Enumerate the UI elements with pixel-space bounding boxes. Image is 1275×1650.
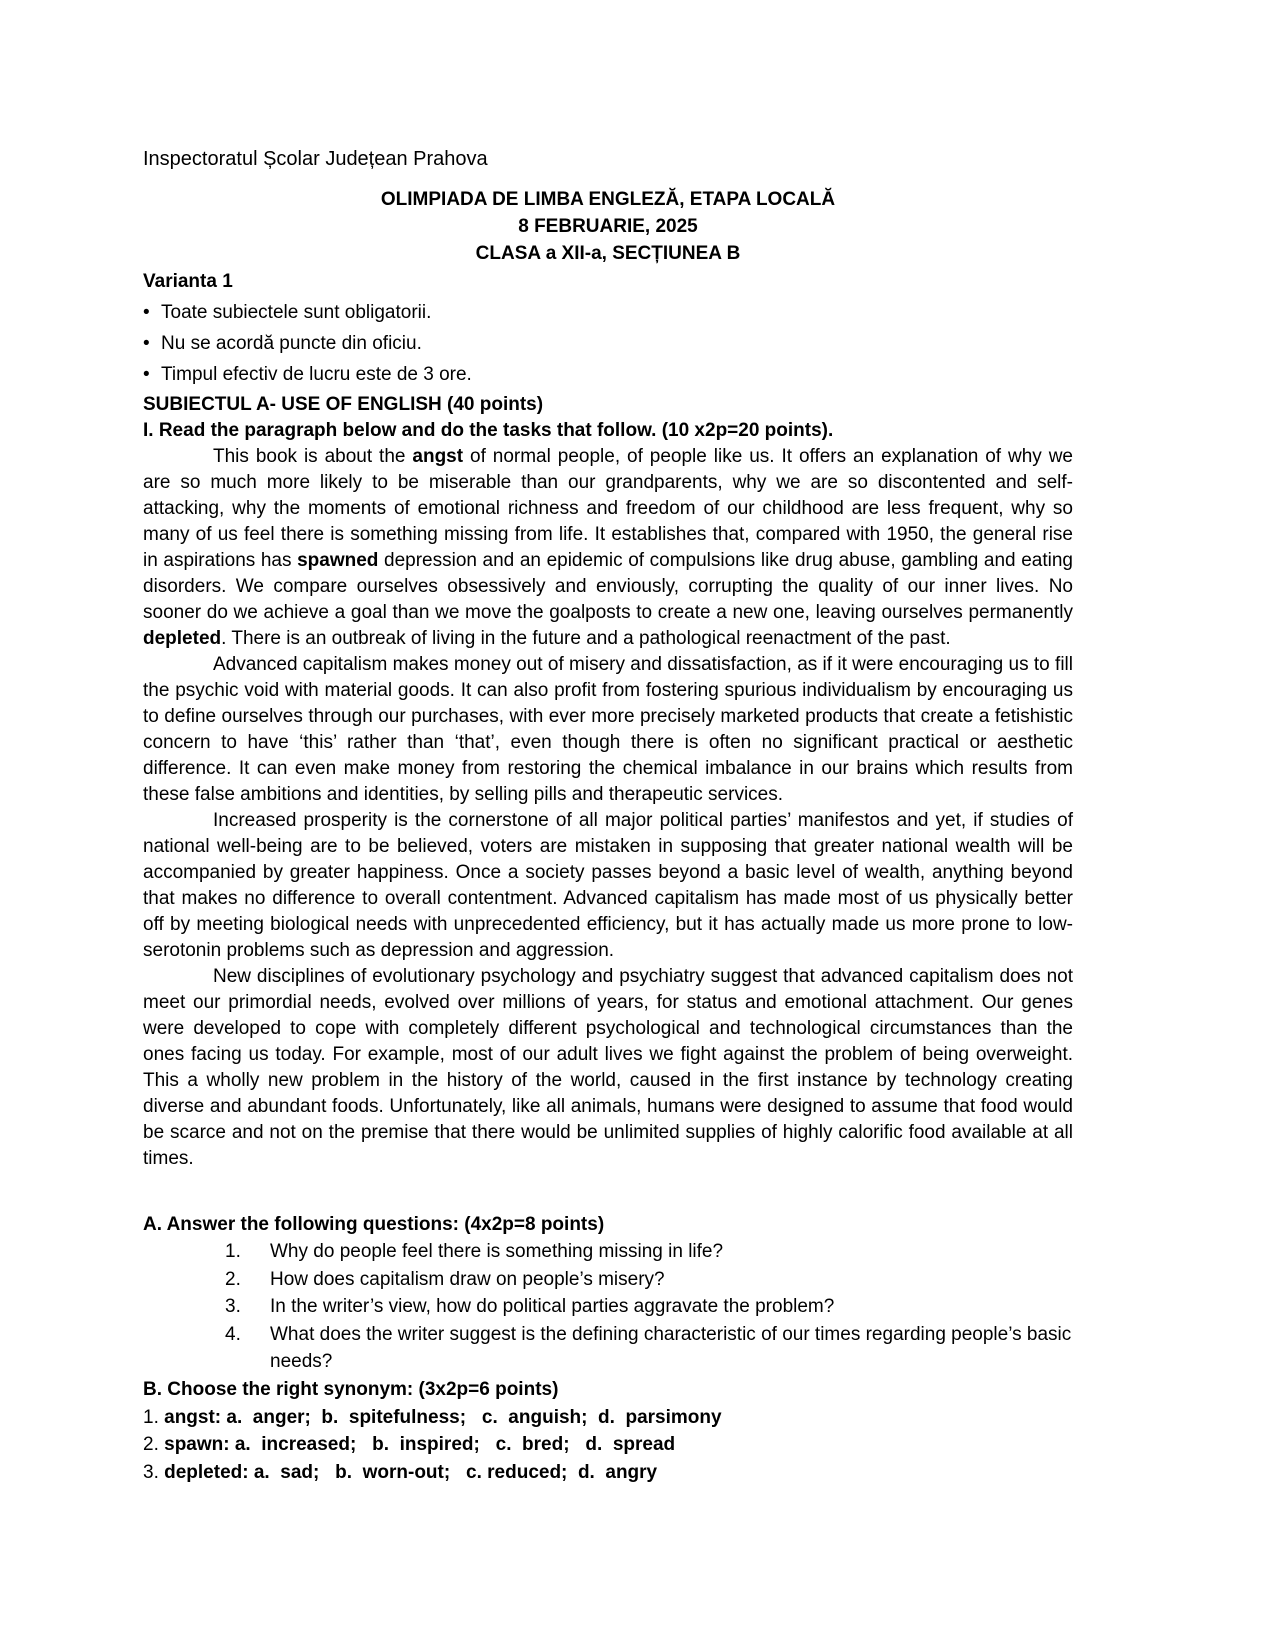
reading-paragraph-3: Increased prosperity is the cornerstone of all major political parties’ manifestos and yet, if studies of national well-being are to be believed, voters are mistaken in supposing that greater national wealth will be accompanied by greater happiness. Once a society passes beyond a basic level of wealth, anything beyond that makes no difference to overall contentment. Advanced capitalism has made most of us physically better off by meeting biological needs with unprecedented efficiency, but it has actually made us more prone to low-serotonin problems such as depression and aggression. — [143, 810, 1073, 961]
question-text: Why do people feel there is something missing in life? — [270, 1241, 724, 1262]
synonym-options: spawn: a. increased; b. inspired; c. bred; d. spread — [164, 1434, 676, 1455]
synonym-options: angst: a. anger; b. spitefulness; c. anguish; d. parsimony — [164, 1406, 722, 1428]
bullet-icon: • — [143, 302, 150, 323]
synonym-number: 1. — [143, 1406, 165, 1428]
question-text: What does the writer suggest is the defining characteristic of our times regarding people’s basic needs? — [270, 1323, 1072, 1372]
title-block — [143, 186, 1073, 267]
instruction-text: Timpul efectiv de lucru este de 3 ore. — [161, 364, 472, 385]
question-text: How does capitalism draw on people’s misery? — [270, 1268, 665, 1290]
question-text: In the writer’s view, how do political parties aggravate the problem? — [270, 1296, 835, 1317]
synonym-options: depleted: a. sad; b. worn-out; c. reduced; d. angry — [164, 1461, 658, 1483]
question-item — [143, 1293, 1073, 1321]
question-item — [143, 1266, 1073, 1294]
reading-paragraph-1: This book is about the angst of normal people, of people like us. It offers an explanation of why we are so much more likely to be miserable than our grandparents, why we are so discontented and self-attacking, why the moments of emotional richness and freedom of our childhood are less frequent, why so many of us feel there is something missing from life. It establishes that, compared with 1950, the general rise in aspirations has spawned depression and an epidemic of compulsions like drug abuse, gambling and eating disorders. We compare ourselves obsessively and enviously, corrupting the quality of our inner lives. No sooner do we achieve a goal than we move the goalposts to create a new one, leaving ourselves permanently depleted. There is an outbreak of living in the future and a pathological reenactment of the past. — [143, 446, 1073, 649]
exercise-a-heading: A. Answer the following questions: (4x2p=8 points) — [143, 1214, 605, 1235]
question-number: 2. — [225, 1268, 241, 1290]
question-number: 4. — [225, 1323, 241, 1345]
synonym-item — [143, 1431, 1073, 1459]
exercise-b-heading: B. Choose the right synonym: (3x2p=6 points) — [143, 1378, 559, 1400]
question-item — [143, 1238, 1073, 1266]
letterhead: Inspectoratul Școlar Județean Prahova — [143, 148, 488, 170]
synonym-item — [143, 1459, 1073, 1487]
title-line-olympiad: OLIMPIADA DE LIMBA ENGLEZĂ, ETAPA LOCALĂ — [380, 189, 836, 210]
subject-a-heading: SUBIECTUL A- USE OF ENGLISH (40 points) — [143, 394, 544, 415]
variant-label: Varianta 1 — [143, 271, 233, 292]
reading-paragraph-4: New disciplines of evolutionary psychology and psychiatry suggest that advanced capitalism does not meet our primordial needs, evolved over millions of years, for status and emotional attachment. Our genes were developed to cope with completely different psychological and technological circumstances than the ones facing us today. For example, most of our adult lives we fight against the problem of being overweight. This a wholly new problem in the history of the world, caused in the first instance by technology creating diverse and abundant foods. Unfortunately, like all animals, humans were designed to assume that food would be scarce and not on the premise that there would be unlimited supplies of highly calorific food available at all times. — [143, 966, 1073, 1169]
instruction-item — [143, 297, 1073, 328]
synonym-number: 3. — [143, 1461, 165, 1483]
instructions-list — [143, 297, 1073, 390]
task-1-heading: I. Read the paragraph below and do the tasks that follow. (10 x2p=20 points). — [143, 420, 834, 441]
bullet-icon: • — [143, 333, 150, 354]
question-number: 3. — [225, 1296, 241, 1317]
question-item — [143, 1321, 1073, 1376]
instruction-text: Toate subiectele sunt obligatorii. — [161, 302, 432, 323]
document-content — [143, 146, 1073, 1486]
synonym-number: 2. — [143, 1434, 165, 1455]
reading-paragraph-2: Advanced capitalism makes money out of misery and dissatisfaction, as if it were encouraging us to fill the psychic void with material goods. It can also profit from fostering spurious individualism by encouraging us to define ourselves through our purchases, with ever more precisely marketed products that create a fetishistic concern to have ‘this’ rather than ‘that’, even though there is often no significant practical or aesthetic difference. It can even make money from restoring the chemical imbalance in our brains which results from these false ambitions and identities, by selling pills and therapeutic services. — [143, 654, 1073, 805]
title-line-date: 8 FEBRUARIE, 2025 — [518, 216, 698, 237]
synonym-item — [143, 1404, 1073, 1432]
instruction-item — [143, 328, 1073, 359]
instruction-text: Nu se acordă puncte din oficiu. — [161, 333, 422, 354]
title-line-class: CLASA a XII-a, SECȚIUNEA B — [475, 243, 741, 264]
bullet-icon: • — [143, 364, 150, 385]
instruction-item — [143, 359, 1073, 390]
question-number: 1. — [225, 1241, 241, 1262]
